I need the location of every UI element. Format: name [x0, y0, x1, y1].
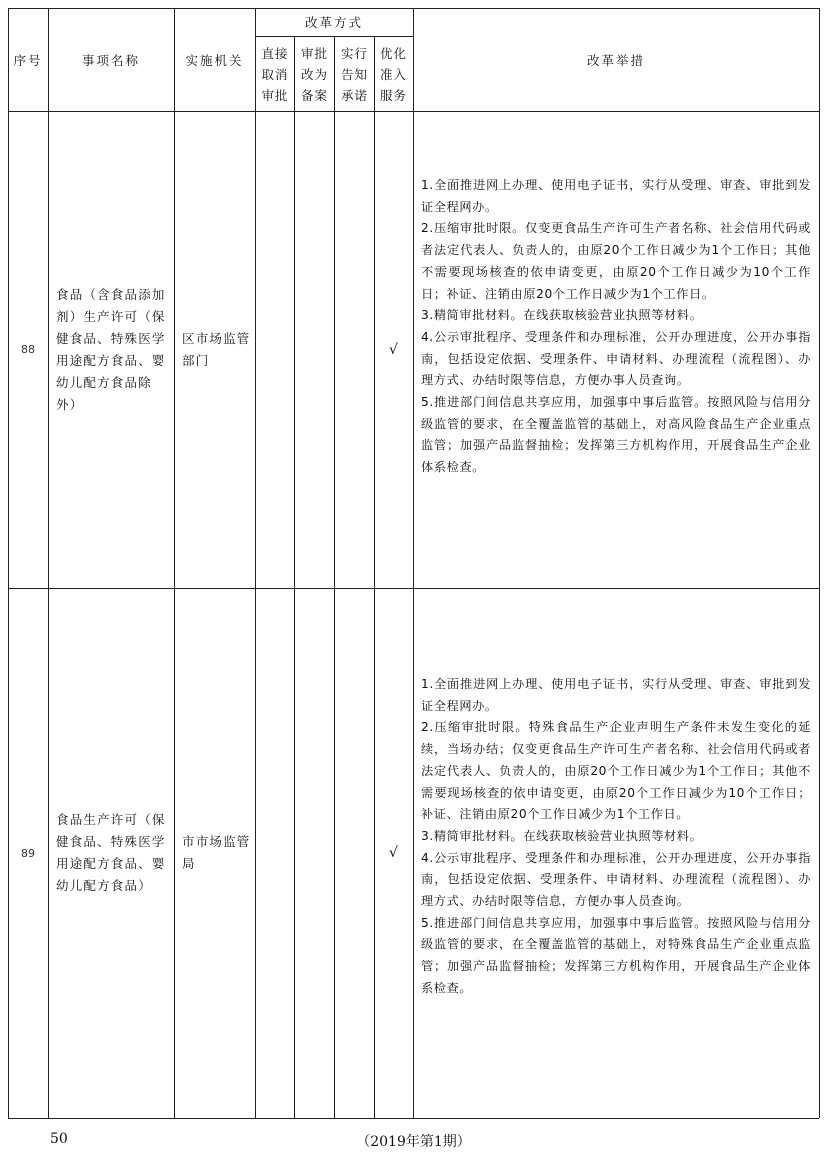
header-measures: 改革举措 [586, 52, 645, 68]
measure-item: 2.压缩审批时限。特殊食品生产企业声明生产条件未发生变化的延续，当场办结；仅变更食品生产许可生产者名称、社会信用代码或者法定代表人、负责人的，由原20个工作日减少为1个工作日；其他不需要现场核查的依申请变更，由原20个工作日减少为10个工作日；补证、注销由原20个工作日减少为1个工作日。 [421, 720, 811, 822]
row-to-filing [294, 111, 334, 588]
page-number: 50 [50, 1131, 68, 1147]
header-to-filing: 审批改为备案 [300, 45, 328, 103]
row-agency: 市市场监管局 [182, 834, 251, 871]
measure-item: 1.全面推进网上办理、使用电子证书，实行从受理、审查、审批到发证全程网办。 [421, 178, 811, 214]
row-direct-cancel [255, 588, 294, 1118]
row-optimize-service-check: √ [389, 845, 398, 861]
issue-label: （2019年第1期） [356, 1134, 471, 1150]
measure-item: 4.公示审批程序、受理条件和办理标准，公开办理进度，公开办事指南，包括设定依据、受理条件、申请材料、办理流程（流程图）、办理方式、办结时限等信息，方便办事人员查询。 [421, 850, 811, 909]
row-serial: 89 [21, 846, 35, 860]
row-measures [421, 175, 811, 479]
row-item-name: 食品生产许可（保健食品、特殊医学用途配方食品、婴幼儿配方食品） [56, 812, 166, 893]
measure-item: 1.全面推进网上办理、使用电子证书，实行从受理、审查、审批到发证全程网办。 [421, 677, 811, 713]
row-to-filing [294, 588, 334, 1118]
measure-item: 3.精简审批材料。在线获取核验营业执照等材料。 [421, 308, 703, 323]
row-measures [421, 674, 811, 1000]
measure-item: 4.公示审批程序、受理条件和办理标准，公开办理进度，公开办事指南，包括设定依据、受理条件、申请材料、办理流程（流程图）、办理方式、办结时限等信息，方便办事人员查询。 [421, 329, 811, 388]
header-direct-cancel: 直接取消审批 [261, 45, 289, 103]
reform-table [8, 8, 819, 1118]
row-notify-commit [334, 588, 374, 1118]
row-optimize-service-check: √ [389, 341, 398, 358]
header-agency: 实施机关 [185, 52, 244, 68]
row-notify-commit [334, 111, 374, 588]
row-direct-cancel [255, 111, 294, 588]
header-item-name: 事项名称 [81, 52, 140, 68]
header-serial: 序号 [13, 52, 43, 68]
measure-item: 3.精简审批材料。在线获取核验营业执照等材料。 [421, 828, 703, 843]
row-serial: 88 [21, 343, 35, 356]
row-agency: 区市场监管部门 [182, 330, 251, 368]
measure-item: 5.推进部门间信息共享应用，加强事中事后监管。按照风险与信用分级监管的要求，在全覆盖监管的基础上，对特殊食品生产企业重点监管；加强产品监督抽检；发挥第三方机构作用，开展食品生产企业体系检查。 [421, 915, 811, 995]
header-notify-commit: 实行告知承诺 [340, 45, 368, 103]
header-reform-method: 改革方式 [304, 15, 363, 30]
row-item-name: 食品（含食品添加剂）生产许可（保健食品、特殊医学用途配方食品、婴幼儿配方食品除外） [56, 286, 166, 412]
header-optimize-service: 优化准入服务 [379, 45, 407, 103]
measure-item: 5.推进部门间信息共享应用，加强事中事后监管。按照风险与信用分级监管的要求，在全覆盖监管的基础上，对高风险食品生产企业重点监管；加强产品监督抽检；发挥第三方机构作用，开展食品生产企业体系检查。 [421, 395, 811, 475]
measure-item: 2.压缩审批时限。仅变更食品生产许可生产者名称、社会信用代码或者法定代表人、负责人的，由原20个工作日减少为1个工作日；其他不需要现场核查的依申请变更，由原20个工作日减少为10个工作日；补证、注销由原20个工作日减少为1个工作日。 [421, 221, 811, 301]
